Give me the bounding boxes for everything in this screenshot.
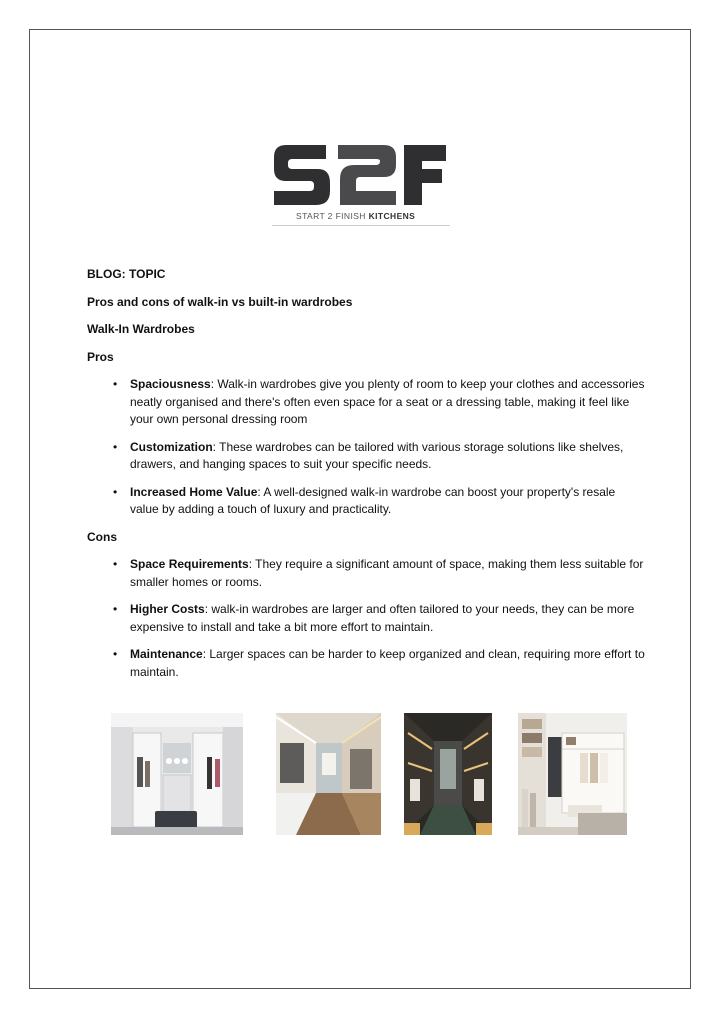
wardrobe-photo-dark-corridor	[404, 713, 492, 835]
pros-list	[87, 376, 647, 519]
wardrobe-photo-white-island	[111, 713, 243, 835]
list-item: • Spaciousness: Walk-in wardrobes give you plenty of room to keep your clothes and accessories neatly organised and there's often even space for a seat or a dressing table, making it feel like your own personal dressing room	[87, 376, 647, 429]
list-item: • Higher Costs: walk-in wardrobes are larger and often tailored to your needs, they can be more expensive to install and take a bit more effort to maintain.	[87, 601, 647, 636]
list-item: • Space Requirements: They require a significant amount of space, making them less suitable for smaller homes or rooms.	[87, 556, 647, 591]
list-item: • Maintenance: Larger spaces can be harder to keep organized and clean, requiring more effort to maintain.	[87, 646, 647, 681]
list-item: • Increased Home Value: A well-designed walk-in wardrobe can boost your property's resale value by adding a touch of luxury and practicality.	[87, 484, 647, 519]
s2f-logo-mark	[268, 139, 452, 211]
logo-divider	[272, 225, 450, 226]
wardrobe-photo-strip	[0, 713, 720, 837]
article-body	[87, 266, 647, 691]
list-item: • Customization: These wardrobes can be tailored with various storage solutions like shelves, drawers, and hanging spaces to suit your specific needs.	[87, 439, 647, 474]
section-title: Walk-In Wardrobes	[87, 322, 195, 336]
cons-heading: Cons	[87, 529, 117, 544]
logo-caption: START 2 FINISH KITCHENS	[296, 211, 416, 221]
company-logo	[268, 139, 452, 229]
pros-heading: Pros	[87, 349, 114, 364]
blog-label: BLOG: TOPIC	[87, 267, 166, 281]
cons-list	[87, 556, 647, 681]
wardrobe-photo-white-shelving	[518, 713, 627, 835]
wardrobe-photo-wood-corridor	[276, 713, 381, 835]
article-title: Pros and cons of walk-in vs built-in wardrobes	[87, 294, 353, 309]
